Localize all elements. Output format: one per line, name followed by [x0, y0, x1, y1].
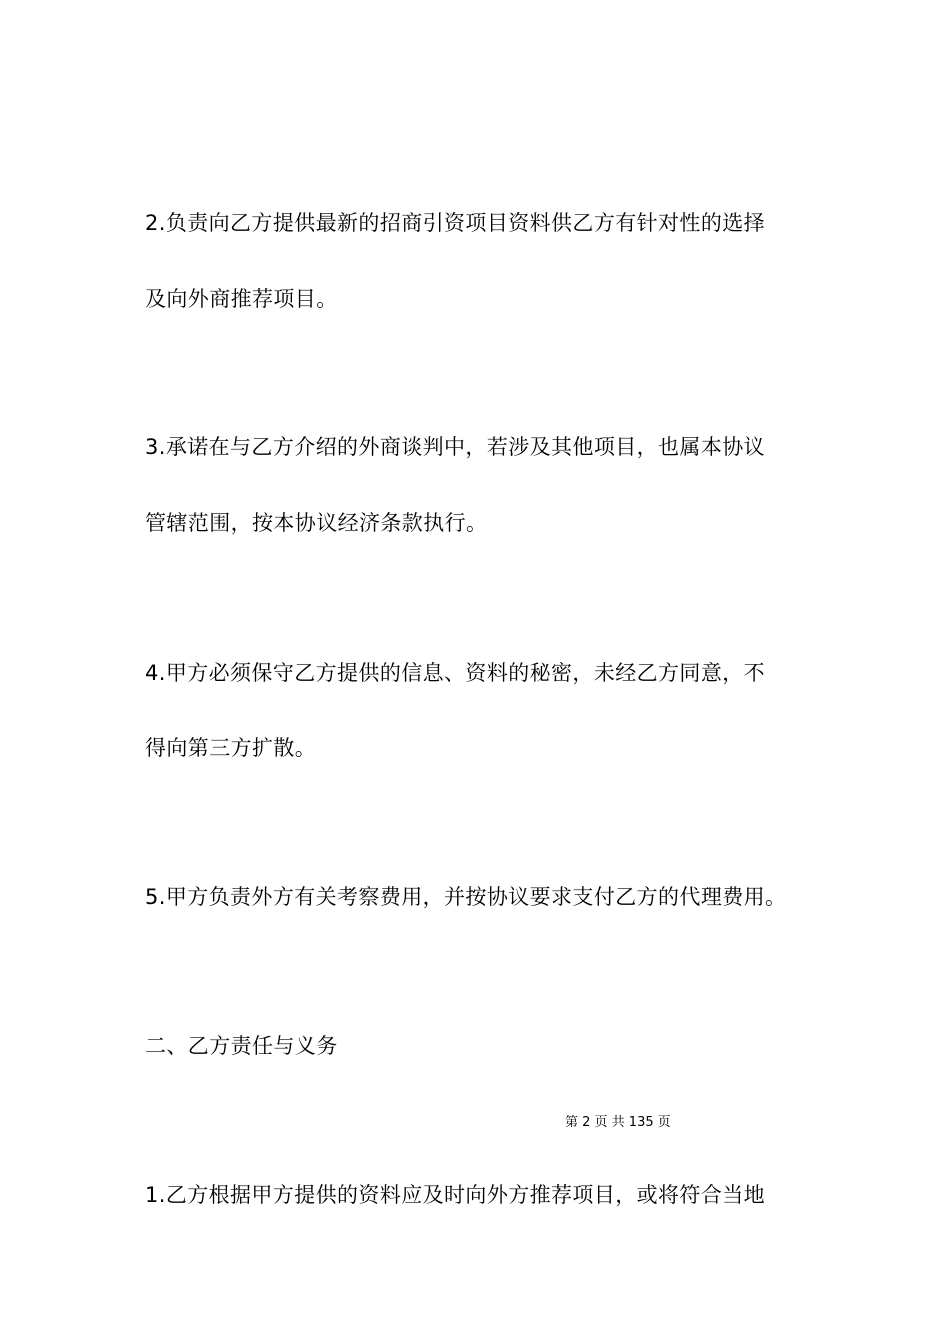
- section-2-item-1-line-1: 1.乙方根据甲方提供的资料应及时向外方推荐项目，或将符合当地: [145, 1183, 766, 1207]
- paragraph-item-3-line-2: 管辖范围，按本协议经济条款执行。: [145, 511, 488, 535]
- paragraph-item-3-line-1: 3.承诺在与乙方介绍的外商谈判中，若涉及其他项目，也属本协议: [145, 435, 766, 459]
- section-heading: 二、乙方责任与义务: [145, 1034, 338, 1058]
- paragraph-item-4-line-1: 4.甲方必须保守乙方提供的信息、资料的秘密，未经乙方同意，不: [145, 661, 766, 685]
- page-number-footer: 第 2 页 共 135 页: [565, 1115, 671, 1130]
- paragraph-item-4-line-2: 得向第三方扩散。: [145, 736, 317, 760]
- paragraph-item-5-line-1: 5.甲方负责外方有关考察费用，并按协议要求支付乙方的代理费用。: [145, 885, 787, 909]
- paragraph-item-2-line-1: 2.负责向乙方提供最新的招商引资项目资料供乙方有针对性的选择: [145, 211, 766, 235]
- paragraph-item-2-line-2: 及向外商推荐项目。: [145, 287, 338, 311]
